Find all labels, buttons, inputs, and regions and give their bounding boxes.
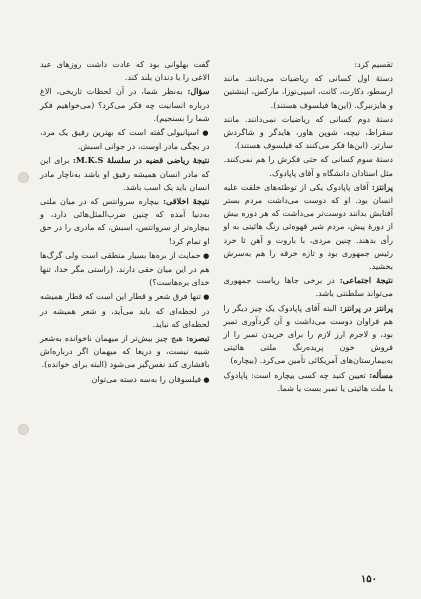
bold-lead: نتیجهٔ اخلاقی: [163, 196, 210, 207]
paragraph: تقسیم کرد: [354, 59, 393, 69]
page-number: ۱۵۰ [360, 574, 377, 585]
punch-hole [18, 172, 29, 183]
paragraph: دستهٔ سوم کسانی که حتی فکرش را هم نمی‌کنند. مثل استادان دانشگاه و آقای پاپادوک. [223, 154, 393, 178]
bold-lead: نتیجهٔ ریاضی قضیه در سلسلهٔ M.K.S: [72, 155, 210, 166]
paragraph: ● حمایت از بره‌ها بسیار منطقی است ولی گرگ‌ها هم در این میان حقی دارند. (راستی مگر خدا، تنها خدای بره‌هاست؟) [40, 249, 210, 290]
paragraph: ● فیلسوفان را به‌سه دسته می‌توان [40, 373, 210, 387]
bold-lead: سؤال: [187, 86, 210, 97]
bold-lead: پرانتز در پرانتز: [339, 302, 393, 313]
paragraph: نتیجهٔ اجتماعی: در برخی جاها ریاست جمهوری می‌تواند سلطنتی باشد. [223, 275, 393, 299]
paragraph: گفت بهلوانی بود که عادت داشت روزهای عید الاغی را با دندان بلند کند. [40, 59, 210, 83]
bold-lead: تبصره: [186, 333, 210, 344]
paragraph: پرانتز: آقای پاپادوک یکی از توطئه‌های خلقت علیه انسان بود. او که دوست می‌داشت مردم بستر آفتابش بدانند دوست‌تر می‌داشت که هر دوره بیش از دورهٔ پیش، مردم شیر قهوه‌ئی رنگ هائیتی به او رأی بدهند. چنین مردی، با باروت و آهن تا خرد رئیس جمهوری بود و تازه خرقه را هم به‌سرش بخشید. [223, 181, 393, 272]
bold-lead: نتیجهٔ اجتماعی: [339, 275, 393, 286]
paragraph: سؤال: به‌نظر شما، در آن لحظات تاریخی، الاغ درباره انسانیت چه فکر می‌کرد؟ (می‌خواهیم فکر شما را بسنجیم). [40, 86, 210, 123]
right-column [40, 58, 210, 563]
paragraph: دستهٔ اول کسانی که ریاضیات می‌دانند. مانند ارسطو، دکارت، کانت، اسپی‌نوزا، مارکس، اینشتین و هایزنبرگ. (این‌ها فیلسوف هستند). [223, 73, 393, 110]
punch-hole [18, 424, 29, 435]
text-columns [40, 58, 393, 563]
paragraph: پرانتز در پرانتز: البته آقای پاپادوک یک چیز دیگر را هم فراوان دوست می‌داشت و آن گردآوری تمبر بود، و لاجرم ارز لازم را برای خریدن تمبر را از فروش خون پریده‌رنگ ملتی هائیتی به‌بیمارستان‌های آمریکائی تأمین می‌کرد. (بیچاره) [223, 302, 393, 366]
left-column [224, 58, 394, 563]
bold-lead: پرانتز: [371, 181, 393, 192]
paragraph: مسأله: تعیین کنید چه کسی بیچاره است: پاپادوک یا ملت هائیتی یا تمبر بست یا شما. [223, 369, 393, 393]
paragraph: تبصره: هیچ چیز بیش‌تر از میهمان ناخوانده به‌شعر شبیه نیست، و دریغا که میهمان اگر درباره‌اش بافشاری کند نفس‌گیر می‌شود (البته برای خوانده). [40, 333, 210, 370]
paragraph: ● اسپانیولی گفته است که بهترین رفیق یک مرد، در بچگی مادر اوست، در جوانی اسبش. [40, 126, 210, 153]
paragraph: ● تنها فرق شعر و قطار این است که قطار همیشه در لحظه‌ای که باید می‌آید، و شعر همیشه در لحظه‌ای که نباید. [40, 290, 210, 331]
paragraph: نتیجهٔ ریاضی قضیه در سلسلهٔ M.K.S: برای این که مادر انسان همیشه رفیق او باشد به‌ناچار مادر انسان باید یک اسب باشد. [40, 155, 210, 192]
paragraph: دستهٔ دوم کسانی که ریاضیات نمی‌دانند. مانند سقراط، نیچه، شوپن هاور، هایدگر و شاگردش سارتر. (این‌ها فکر می‌کنند که فیلسوف هستند). [223, 113, 393, 151]
paragraph: نتیجهٔ اخلاقی: بیچاره سروانتس که در میان ملتی به‌دنیا آمده که چنین ضرب‌المثل‌هائی دارد، و بیچاره‌تر از سروانتس، اسبش، که مادری را در حق او تمام کرد! [40, 196, 210, 246]
bold-lead: مسأله: [369, 369, 393, 380]
